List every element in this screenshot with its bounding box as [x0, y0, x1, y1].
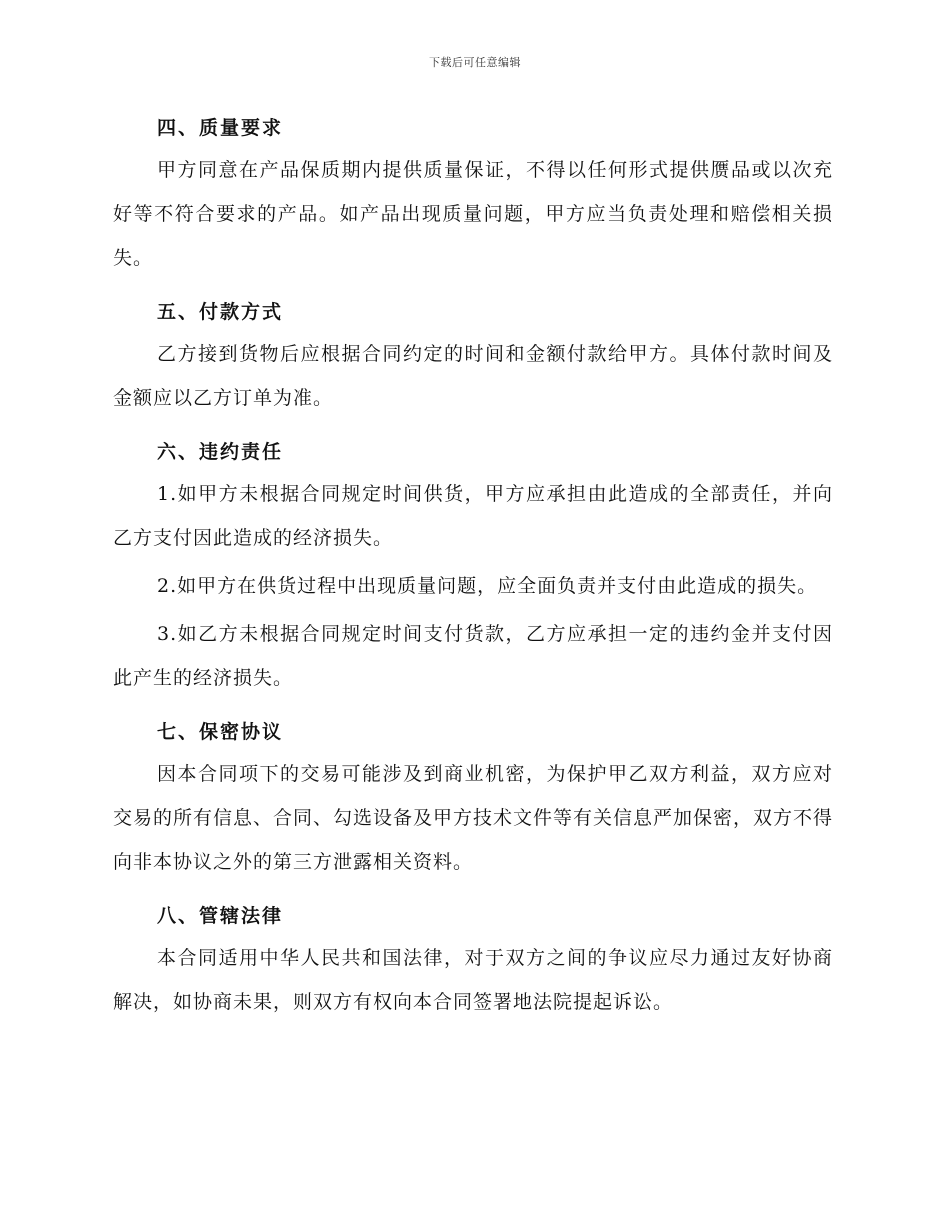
section-heading: 四、质量要求	[157, 117, 284, 139]
section-payment	[113, 296, 833, 420]
section-paragraph: 2.如甲方在供货过程中出现质量问题，应全面负责并支付由此造成的损失。	[157, 575, 818, 597]
section-paragraph: 3.如乙方未根据合同规定时间支付货款，乙方应承担一定的违约金并支付因此产生的经济损失。	[113, 623, 833, 689]
section-paragraph: 乙方接到货物后应根据合同约定的时间和金额付款给甲方。具体付款时间及金额应以乙方订单为准。	[113, 343, 833, 409]
page-header: 下载后可任意编辑	[429, 56, 521, 69]
section-heading: 七、保密协议	[157, 721, 284, 743]
section-paragraph: 因本合同项下的交易可能涉及到商业机密，为保护甲乙双方利益，双方应对交易的所有信息、合同、勾选设备及甲方技术文件等有关信息严加保密，双方不得向非本协议之外的第三方泄露相关资料。	[113, 763, 834, 873]
section-heading: 八、管辖法律	[157, 905, 284, 927]
section-governing-law	[113, 900, 833, 1024]
section-heading: 六、违约责任	[157, 441, 284, 463]
section-paragraph: 1.如甲方未根据合同规定时间供货，甲方应承担由此造成的全部责任，并向乙方支付因此造成的经济损失。	[113, 483, 833, 549]
section-confidentiality	[113, 716, 833, 884]
document-body	[113, 112, 833, 1040]
section-quality	[113, 112, 833, 280]
section-paragraph: 甲方同意在产品保质期内提供质量保证，不得以任何形式提供赝品或以次充好等不符合要求的产品。如产品出现质量问题，甲方应当负责处理和赔偿相关损失。	[113, 159, 833, 269]
section-paragraph: 本合同适用中华人民共和国法律，对于双方之间的争议应尽力通过友好协商解决，如协商未果，则双方有权向本合同签署地法院提起诉讼。	[113, 947, 833, 1013]
section-heading: 五、付款方式	[157, 301, 284, 323]
section-liability	[113, 436, 833, 700]
